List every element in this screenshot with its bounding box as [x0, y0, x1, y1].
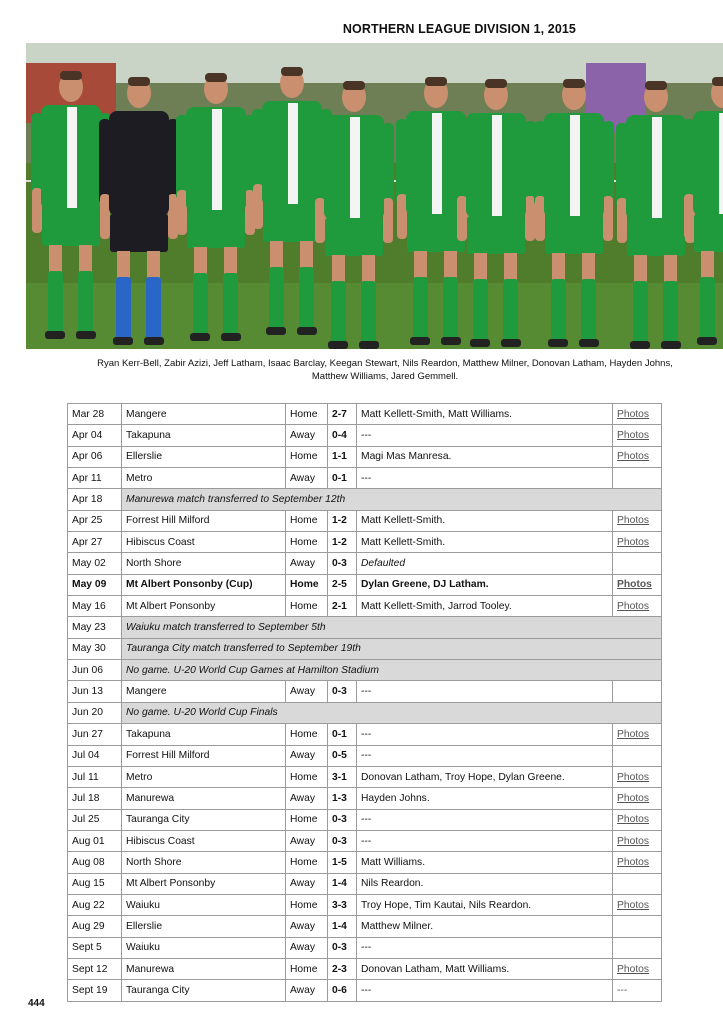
opponent-name: Ellerslie: [122, 916, 286, 937]
photos-cell: [613, 468, 662, 489]
photos-link[interactable]: Photos: [617, 792, 650, 804]
note-row: [68, 617, 662, 638]
match-date: Apr 27: [68, 532, 122, 553]
match-row: [68, 532, 662, 553]
photos-cell: [613, 724, 662, 745]
photos-cell: [613, 446, 662, 467]
home-away: Away: [286, 873, 328, 894]
photos-link[interactable]: Photos: [617, 814, 650, 826]
match-date: May 02: [68, 553, 122, 574]
photos-link[interactable]: Photos: [617, 835, 650, 847]
match-row: [68, 830, 662, 851]
goal-scorers: ---: [357, 937, 613, 958]
match-row: [68, 958, 662, 979]
photos-link[interactable]: Photos: [617, 856, 650, 868]
home-away: Home: [286, 766, 328, 787]
home-away: Away: [286, 916, 328, 937]
match-date: Apr 25: [68, 510, 122, 531]
match-date: Jul 11: [68, 766, 122, 787]
opponent-name: Tauranga City: [122, 980, 286, 1001]
results-table: [67, 403, 662, 1002]
match-score: 3-1: [328, 766, 357, 787]
opponent-name: Waiuku: [122, 894, 286, 915]
schedule-note: Manurewa match transferred to September 12th: [122, 489, 662, 510]
opponent-name: Takapuna: [122, 425, 286, 446]
home-away: Home: [286, 852, 328, 873]
match-date: Apr 04: [68, 425, 122, 446]
match-date: Sept 5: [68, 937, 122, 958]
goal-scorers: ---: [357, 681, 613, 702]
team-photo-illustration: [26, 43, 723, 349]
match-row: [68, 446, 662, 467]
home-away: Home: [286, 809, 328, 830]
photos-link[interactable]: Photos: [617, 451, 650, 463]
photos-link[interactable]: Photos: [617, 963, 650, 975]
match-date: Sept 19: [68, 980, 122, 1001]
match-score: 2-1: [328, 596, 357, 617]
opponent-name: Metro: [122, 766, 286, 787]
home-away: Away: [286, 788, 328, 809]
opponent-name: Metro: [122, 468, 286, 489]
match-date: May 30: [68, 638, 122, 659]
schedule-note: No game. U-20 World Cup Finals: [122, 702, 662, 723]
home-away: Home: [286, 894, 328, 915]
goal-scorers: ---: [357, 830, 613, 851]
opponent-name: Mt Albert Ponsonby: [122, 596, 286, 617]
opponent-name: Manurewa: [122, 788, 286, 809]
match-row: [68, 873, 662, 894]
home-away: Home: [286, 574, 328, 595]
match-row: [68, 425, 662, 446]
goal-scorers: Donovan Latham, Troy Hope, Dylan Greene.: [357, 766, 613, 787]
opponent-name: Mangere: [122, 404, 286, 425]
photos-placeholder: ---: [617, 984, 628, 996]
photos-cell: [613, 681, 662, 702]
opponent-name: Manurewa: [122, 958, 286, 979]
photo-caption-line-2: Matthew Williams, Jared Gemmell.: [311, 371, 459, 382]
match-date: Aug 22: [68, 894, 122, 915]
photos-cell: [613, 958, 662, 979]
home-away: Home: [286, 510, 328, 531]
match-score: 3-3: [328, 894, 357, 915]
opponent-name: Mt Albert Ponsonby (Cup): [122, 574, 286, 595]
opponent-name: North Shore: [122, 553, 286, 574]
match-row: [68, 766, 662, 787]
photos-cell: [613, 574, 662, 595]
opponent-name: North Shore: [122, 852, 286, 873]
match-date: Jun 06: [68, 660, 122, 681]
match-date: Aug 01: [68, 830, 122, 851]
match-score: 0-3: [328, 937, 357, 958]
note-row: [68, 638, 662, 659]
match-date: Aug 08: [68, 852, 122, 873]
match-row: [68, 574, 662, 595]
match-date: May 09: [68, 574, 122, 595]
match-date: May 23: [68, 617, 122, 638]
home-away: Away: [286, 745, 328, 766]
photo-caption: [58, 357, 712, 383]
home-away: Home: [286, 446, 328, 467]
home-away: Home: [286, 724, 328, 745]
opponent-name: Mangere: [122, 681, 286, 702]
photos-cell: [613, 745, 662, 766]
match-date: Mar 28: [68, 404, 122, 425]
home-away: Home: [286, 404, 328, 425]
match-row: [68, 745, 662, 766]
goal-scorers: Donovan Latham, Matt Williams.: [357, 958, 613, 979]
match-score: 0-1: [328, 468, 357, 489]
page-number: 444: [28, 998, 45, 1009]
match-row: [68, 468, 662, 489]
photos-cell: [613, 553, 662, 574]
note-row: [68, 660, 662, 681]
match-date: Jul 04: [68, 745, 122, 766]
home-away: Away: [286, 980, 328, 1001]
page-title: NORTHERN LEAGUE DIVISION 1, 2015: [342, 22, 576, 36]
match-date: Jul 25: [68, 809, 122, 830]
photos-cell: [613, 596, 662, 617]
team-photo: [26, 43, 723, 349]
photos-cell: [613, 980, 662, 1001]
match-score: 1-4: [328, 916, 357, 937]
schedule-note: No game. U-20 World Cup Games at Hamilton Stadium: [122, 660, 662, 681]
photos-cell: [613, 873, 662, 894]
photos-link[interactable]: Photos: [617, 536, 650, 548]
match-score: 2-3: [328, 958, 357, 979]
match-score: 2-7: [328, 404, 357, 425]
photos-link[interactable]: Photos: [617, 899, 650, 911]
match-row: [68, 809, 662, 830]
match-date: Apr 11: [68, 468, 122, 489]
match-score: 1-2: [328, 510, 357, 531]
match-row: [68, 553, 662, 574]
photos-link[interactable]: Photos: [617, 430, 650, 442]
match-row: [68, 852, 662, 873]
match-score: 2-5: [328, 574, 357, 595]
opponent-name: Tauranga City: [122, 809, 286, 830]
match-score: 1-2: [328, 532, 357, 553]
photos-cell: [613, 809, 662, 830]
photos-cell: [613, 766, 662, 787]
match-date: May 16: [68, 596, 122, 617]
match-row: [68, 916, 662, 937]
schedule-note: Waiuku match transferred to September 5th: [122, 617, 662, 638]
goal-scorers: ---: [357, 745, 613, 766]
opponent-name: Hibiscus Coast: [122, 532, 286, 553]
goal-scorers: Matt Kellett-Smith.: [357, 532, 613, 553]
match-row: [68, 724, 662, 745]
home-away: Home: [286, 532, 328, 553]
match-row: [68, 937, 662, 958]
opponent-name: Forrest Hill Milford: [122, 745, 286, 766]
photo-caption-line-1: Ryan Kerr-Bell, Zabir Azizi, Jeff Latham, Isaac Barclay, Keegan Stewart, Nils Reardon, Matthew Milner, Donovan Latham, Hayden Johns,: [97, 358, 673, 369]
photos-link[interactable]: Photos: [617, 600, 650, 612]
photos-link[interactable]: Photos: [617, 728, 650, 740]
goal-scorers: Hayden Johns.: [357, 788, 613, 809]
goal-scorers: ---: [357, 468, 613, 489]
match-date: Jun 20: [68, 702, 122, 723]
match-date: Sept 12: [68, 958, 122, 979]
goal-scorers: ---: [357, 425, 613, 446]
photos-cell: [613, 788, 662, 809]
goal-scorers: Matthew Milner.: [357, 916, 613, 937]
match-score: 1-1: [328, 446, 357, 467]
opponent-name: Takapuna: [122, 724, 286, 745]
match-date: Aug 29: [68, 916, 122, 937]
photos-cell: [613, 830, 662, 851]
match-date: Aug 15: [68, 873, 122, 894]
goal-scorers: Matt Kellett-Smith, Jarrod Tooley.: [357, 596, 613, 617]
photos-cell: [613, 404, 662, 425]
home-away: Away: [286, 425, 328, 446]
note-row: [68, 489, 662, 510]
opponent-name: Ellerslie: [122, 446, 286, 467]
match-row: [68, 681, 662, 702]
match-row: [68, 404, 662, 425]
match-date: Jun 13: [68, 681, 122, 702]
home-away: Away: [286, 553, 328, 574]
match-score: 1-3: [328, 788, 357, 809]
opponent-name: Forrest Hill Milford: [122, 510, 286, 531]
match-row: [68, 894, 662, 915]
photos-link[interactable]: Photos: [617, 771, 650, 783]
goal-scorers: Matt Kellett-Smith, Matt Williams.: [357, 404, 613, 425]
opponent-name: Mt Albert Ponsonby: [122, 873, 286, 894]
match-date: Jul 18: [68, 788, 122, 809]
match-score: 1-5: [328, 852, 357, 873]
match-score: 0-3: [328, 809, 357, 830]
photos-cell: [613, 425, 662, 446]
match-score: 0-1: [328, 724, 357, 745]
goal-scorers: Dylan Greene, DJ Latham.: [357, 574, 613, 595]
photos-link[interactable]: Photos: [617, 515, 650, 527]
photos-cell: [613, 510, 662, 531]
match-score: 0-5: [328, 745, 357, 766]
photos-cell: [613, 532, 662, 553]
goal-scorers: Nils Reardon.: [357, 873, 613, 894]
match-row: [68, 510, 662, 531]
schedule-note: Tauranga City match transferred to September 19th: [122, 638, 662, 659]
match-row: [68, 980, 662, 1001]
home-away: Away: [286, 468, 328, 489]
match-date: Jun 27: [68, 724, 122, 745]
home-away: Home: [286, 958, 328, 979]
match-row: [68, 788, 662, 809]
match-date: Apr 06: [68, 446, 122, 467]
goal-scorers: Matt Williams.: [357, 852, 613, 873]
goal-scorers: ---: [357, 724, 613, 745]
photos-cell: [613, 916, 662, 937]
home-away: Away: [286, 937, 328, 958]
match-score: 0-6: [328, 980, 357, 1001]
opponent-name: Waiuku: [122, 937, 286, 958]
goal-scorers: Defaulted: [357, 553, 613, 574]
goal-scorers: ---: [357, 809, 613, 830]
photos-link[interactable]: Photos: [617, 579, 652, 591]
goal-scorers: ---: [357, 980, 613, 1001]
match-score: 1-4: [328, 873, 357, 894]
goal-scorers: Magi Mas Manresa.: [357, 446, 613, 467]
match-date: Apr 18: [68, 489, 122, 510]
opponent-name: Hibiscus Coast: [122, 830, 286, 851]
match-score: 0-3: [328, 553, 357, 574]
match-score: 0-3: [328, 830, 357, 851]
goal-scorers: Matt Kellett-Smith.: [357, 510, 613, 531]
home-away: Away: [286, 830, 328, 851]
match-score: 0-4: [328, 425, 357, 446]
goal-scorers: Troy Hope, Tim Kautai, Nils Reardon.: [357, 894, 613, 915]
match-score: 0-3: [328, 681, 357, 702]
note-row: [68, 702, 662, 723]
photos-link[interactable]: Photos: [617, 408, 650, 420]
photos-cell: [613, 894, 662, 915]
home-away: Away: [286, 681, 328, 702]
photos-cell: [613, 937, 662, 958]
match-row: [68, 596, 662, 617]
photos-cell: [613, 852, 662, 873]
home-away: Home: [286, 596, 328, 617]
